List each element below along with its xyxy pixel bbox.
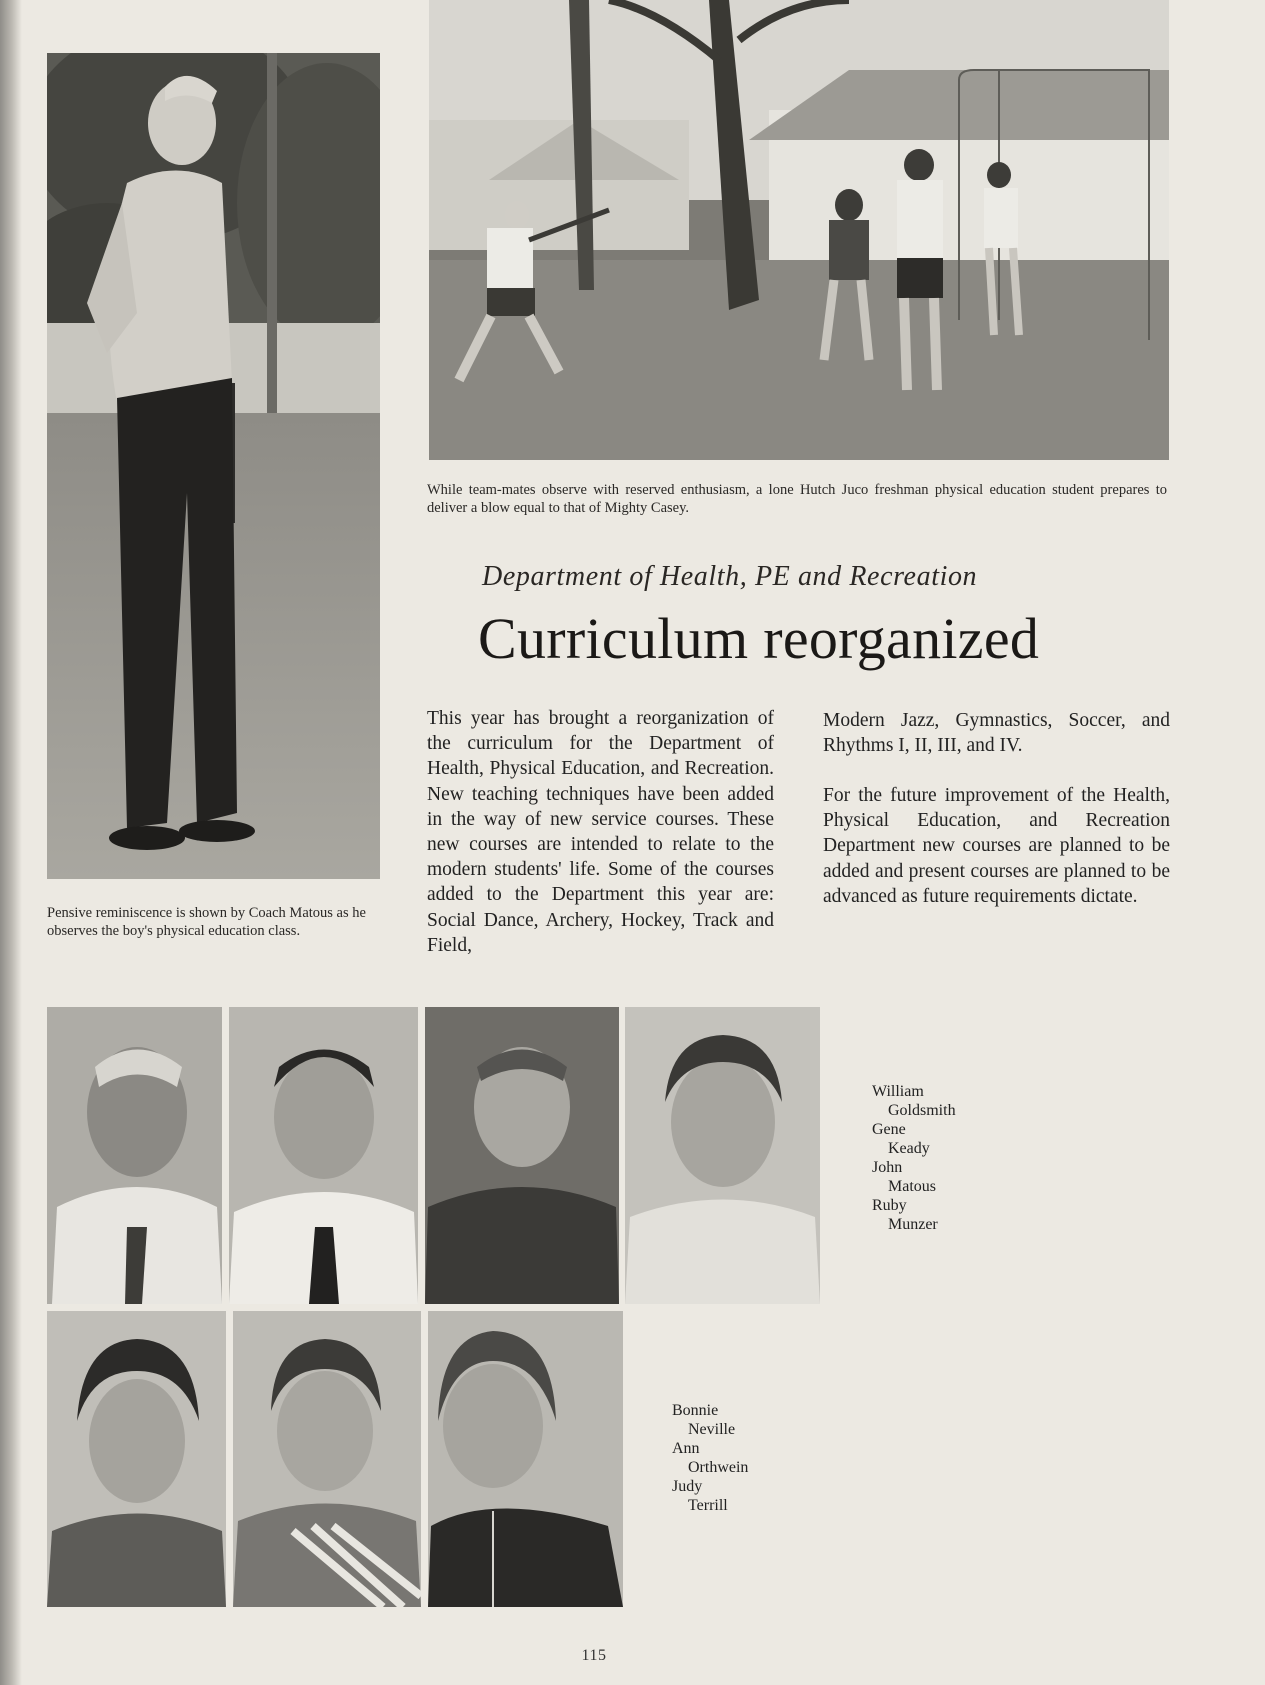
faculty-first-name: Ruby [872, 1197, 907, 1214]
faculty-names-row-2 [672, 1401, 748, 1515]
softball-photo-caption: While team-mates observe with reserved enthusiasm, a lone Hutch Juco freshman physical education student prepares to deliver a blow equal to that of Mighty Casey. [427, 482, 1167, 516]
portrait-matous [425, 1007, 619, 1304]
softball-photo [429, 0, 1169, 460]
page-binding-shadow [0, 0, 22, 1685]
department-kicker: Department of Health, PE and Recreation [482, 561, 978, 592]
portrait-munzer [625, 1007, 820, 1304]
faculty-names-row-1 [872, 1082, 956, 1234]
faculty-first-name: Judy [672, 1478, 703, 1495]
article-column-1: This year has brought a reorganization of the curriculum for the Department of Health, Physical Education, and Recreation. New teaching techniques have been added in the way of new service courses. These new courses are intended to relate to the modern students' life. Some of the courses added to the Department this year are: Social Dance, Archery, Hockey, Track and Field, [427, 708, 774, 956]
faculty-first-name: Ann [672, 1440, 700, 1457]
coach-photo [47, 53, 380, 879]
article-column-2-paragraph-1: Modern Jazz, Gymnastics, Soccer, and Rhythms I, II, III, and IV. [823, 710, 1170, 757]
portrait-neville [47, 1311, 226, 1607]
portrait-keady [229, 1007, 418, 1304]
faculty-last-name: Goldsmith [888, 1102, 956, 1119]
faculty-last-name: Munzer [888, 1216, 938, 1233]
faculty-last-name: Orthwein [688, 1459, 749, 1476]
faculty-first-name: Gene [872, 1121, 906, 1138]
faculty-last-name: Neville [688, 1421, 736, 1438]
faculty-last-name: Keady [888, 1140, 930, 1157]
faculty-first-name: William [872, 1083, 924, 1100]
page-headline: Curriculum reorganized [478, 606, 1040, 671]
page-number: 115 [581, 1647, 607, 1664]
faculty-first-name: John [872, 1159, 903, 1176]
coach-photo-caption: Pensive reminiscence is shown by Coach Matous as he observes the boy's physical education class. [47, 905, 366, 939]
portrait-terrill [428, 1311, 623, 1607]
faculty-last-name: Terrill [688, 1497, 728, 1514]
article-column-2-paragraph-2: For the future improvement of the Health, Physical Education, and Recreation Department new courses are planned to be added and present courses are planned to be advanced as future requirements dictate. [823, 785, 1170, 907]
faculty-last-name: Matous [888, 1178, 936, 1195]
faculty-first-name: Bonnie [672, 1402, 719, 1419]
portrait-goldsmith [47, 1007, 222, 1304]
portrait-orthwein [233, 1311, 421, 1607]
